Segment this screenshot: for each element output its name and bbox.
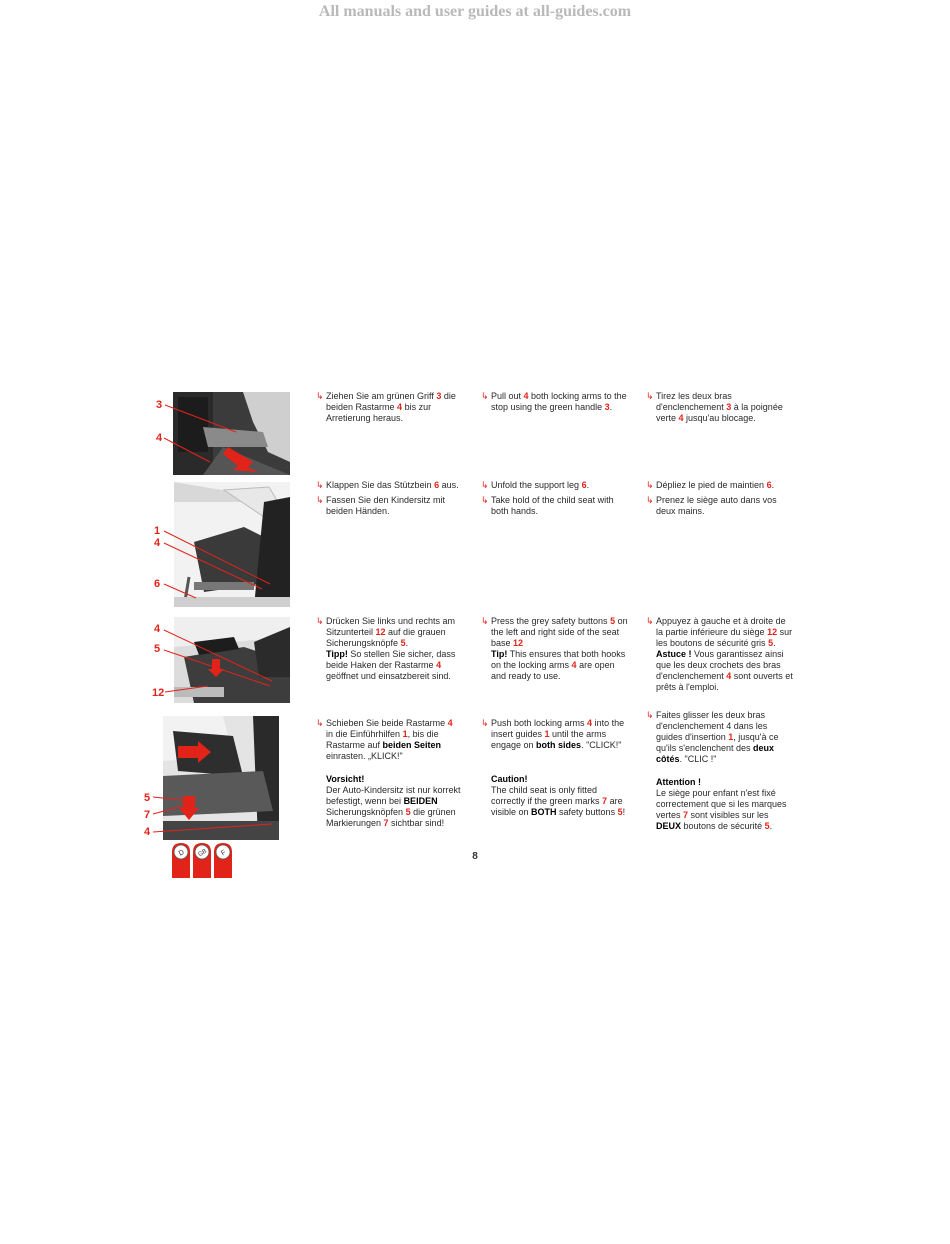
emphasis: BOTH [531, 807, 557, 817]
step-4-fr [646, 710, 794, 765]
step-2-en [481, 480, 629, 517]
caution-text: Caution! The child seat is only fitted correctly if the green marks 7 are visible on BOTH safety buttons 5! [491, 774, 626, 817]
reference-number: 6 [766, 480, 772, 490]
emphasis: Tip! [491, 649, 508, 659]
arrow-bullet-icon: ↳ [646, 391, 654, 401]
arrow-bullet-icon: ↳ [316, 718, 324, 728]
reference-number: 6 [581, 480, 587, 490]
arrow-bullet-icon: ↳ [481, 495, 489, 505]
step-2-fr [646, 480, 794, 517]
photo-step-4 [163, 716, 279, 840]
instruction-item: ↳ Ziehen Sie am grünen Griff 3 die beiden Rastarme 4 bis zur Arretierung heraus. [316, 391, 456, 423]
caution-text: Vorsicht! Der Auto-Kindersitz ist nur korrekt befestigt, wenn bei BEIDEN Sicherungsknöpfen 5 die grünen Markierungen 7 sichtbar sind! [326, 774, 461, 828]
reference-number: 12 [767, 627, 778, 637]
reference-number: 12 [375, 627, 386, 637]
emphasis: Tipp! [326, 649, 348, 659]
reference-number: 5 [400, 638, 406, 648]
reference-number: 4 [726, 671, 732, 681]
callout-label: 6 [154, 578, 161, 590]
reference-number: 5 [610, 616, 616, 626]
photo-step-1 [173, 392, 290, 475]
emphasis: Attention ! [656, 777, 701, 787]
instruction-item: ↳ Press the grey safety buttons 5 on the left and right side of the seat base 12 Tip! This ensures that both hooks on the locking arms 4 are open and ready to use. [481, 616, 628, 681]
arrow-bullet-icon: ↳ [646, 710, 654, 720]
arrow-bullet-icon: ↳ [481, 391, 489, 401]
reference-number: 5 [405, 807, 411, 817]
caution-text: Attention ! Le siège pour enfant n'est fixé correctement que si les marques vertes 7 sont visibles sur les DEUX boutons de sécurité 5. [656, 777, 787, 831]
step-3-de [316, 616, 461, 682]
reference-number: 1 [728, 732, 734, 742]
instruction-item: ↳ Faites glisser les deux bras d'enclenchement 4 dans les guides d'insertion 1, jusqu'à ce qu'ils s'enclenchent des deux côtés. "CLIC !" [646, 710, 779, 764]
photo-step-3 [174, 617, 290, 703]
page-number: 8 [472, 851, 478, 862]
step-4-en [481, 718, 629, 751]
watermark: All manuals and user guides at all-guides.com [318, 3, 632, 20]
instruction-item: ↳ Prenez le siège auto dans vos deux mains. [646, 495, 777, 516]
arrow-bullet-icon: ↳ [646, 616, 654, 626]
callout-label: 1 [154, 525, 161, 537]
callout-label: 5 [144, 792, 151, 804]
callout-label: 4 [144, 826, 151, 838]
caution-en [491, 774, 631, 818]
instruction-item: ↳ Tirez les deux bras d'enclenchement 3 à la poignée verte 4 jusqu'au blocage. [646, 391, 783, 423]
instruction-item: ↳ Fassen Sie den Kindersitz mit beiden Händen. [316, 495, 446, 516]
language-flags [171, 842, 235, 878]
callout-label: 12 [152, 687, 165, 699]
step-1-en [481, 391, 629, 413]
step-1-fr [646, 391, 794, 424]
arrow-bullet-icon: ↳ [481, 718, 489, 728]
reference-number: 4 [678, 413, 684, 423]
arrow-bullet-icon: ↳ [646, 480, 654, 490]
instruction-item: ↳ Drücken Sie links und rechts am Sitzunterteil 12 auf die grauen Sicherungsknöpfe 5. Tipp! So stellen Sie sicher, dass beide Haken der Rastarme 4 geöffnet und einsatzbereit sind. [316, 616, 456, 681]
reference-number: 4 [447, 718, 453, 728]
arrow-bullet-icon: ↳ [646, 495, 654, 505]
photo-step-2 [174, 482, 290, 607]
reference-number: 1 [544, 729, 550, 739]
reference-number: 7 [683, 810, 689, 820]
step-3-fr [646, 616, 794, 693]
flag-label-d: D [177, 849, 186, 858]
reference-number: 4 [436, 660, 442, 670]
flag-label-f: F [220, 849, 228, 858]
reference-number: 4 [523, 391, 529, 401]
instruction-item: ↳ Unfold the support leg 6. [481, 480, 590, 490]
instruction-item: ↳ Push both locking arms 4 into the insert guides 1 until the arms engage on both sides. "CLICK!" [481, 718, 625, 750]
callout-label: 3 [156, 399, 163, 411]
reference-number: 6 [434, 480, 440, 490]
callout-label: 4 [154, 623, 161, 635]
reference-number: 5 [768, 638, 774, 648]
instruction-item: ↳ Klappen Sie das Stützbein 6 aus. [316, 480, 459, 490]
reference-number: 5 [617, 807, 623, 817]
instruction-item: ↳ Pull out 4 both locking arms to the stop using the green handle 3. [481, 391, 627, 412]
reference-number: 3 [604, 402, 610, 412]
arrow-bullet-icon: ↳ [316, 391, 324, 401]
instruction-item: ↳ Schieben Sie beide Rastarme 4 in die Einführhilfen 1, bis die Rastarme auf beiden Seiten einrasten. „KLICK!" [316, 718, 453, 761]
callout-label: 7 [144, 809, 151, 821]
reference-number: 4 [397, 402, 403, 412]
step-2-de [316, 480, 461, 517]
reference-number: 5 [764, 821, 770, 831]
reference-number: 4 [571, 660, 577, 670]
flag-tab-d [172, 843, 190, 878]
reference-number: 3 [436, 391, 442, 401]
emphasis: deux côtés [656, 743, 775, 764]
flag-tab-f [214, 843, 232, 878]
reference-number: 3 [726, 402, 732, 412]
flag-label-gb: GB [197, 848, 209, 859]
emphasis: BEIDEN [403, 796, 438, 806]
emphasis: beiden Seiten [382, 740, 442, 750]
reference-number: 7 [602, 796, 608, 806]
emphasis: Astuce ! [656, 649, 692, 659]
reference-number: 12 [513, 638, 524, 648]
caution-de [326, 774, 462, 829]
flag-tab-gb [193, 843, 211, 878]
instruction-item: ↳ Dépliez le pied de maintien 6. [646, 480, 775, 490]
instruction-item: ↳ Appuyez à gauche et à droite de la partie inférieure du siège 12 sur les boutons de sécurité gris 5. Astuce ! Vous garantissez ainsi que les deux crochets des bras d'enclenchement 4 sont ouverts et prêts à l'emploi. [646, 616, 793, 692]
emphasis: DEUX [656, 821, 682, 831]
arrow-bullet-icon: ↳ [316, 495, 324, 505]
callout-label: 4 [156, 432, 163, 444]
step-3-en [481, 616, 629, 682]
reference-number: 7 [383, 818, 389, 828]
arrow-bullet-icon: ↳ [481, 480, 489, 490]
reference-number: 1 [402, 729, 408, 739]
arrow-bullet-icon: ↳ [316, 480, 324, 490]
arrow-bullet-icon: ↳ [316, 616, 324, 626]
emphasis: Caution! [491, 774, 528, 784]
emphasis: both sides [536, 740, 582, 750]
reference-number: 4 [587, 718, 593, 728]
arrow-bullet-icon: ↳ [481, 616, 489, 626]
step-1-de [316, 391, 461, 424]
emphasis: Vorsicht! [326, 774, 365, 784]
instruction-item: ↳ Take hold of the child seat with both hands. [481, 495, 614, 516]
caution-fr [656, 777, 794, 832]
step-4-de [316, 718, 461, 762]
callout-label: 5 [154, 643, 161, 655]
callout-label: 4 [154, 537, 161, 549]
